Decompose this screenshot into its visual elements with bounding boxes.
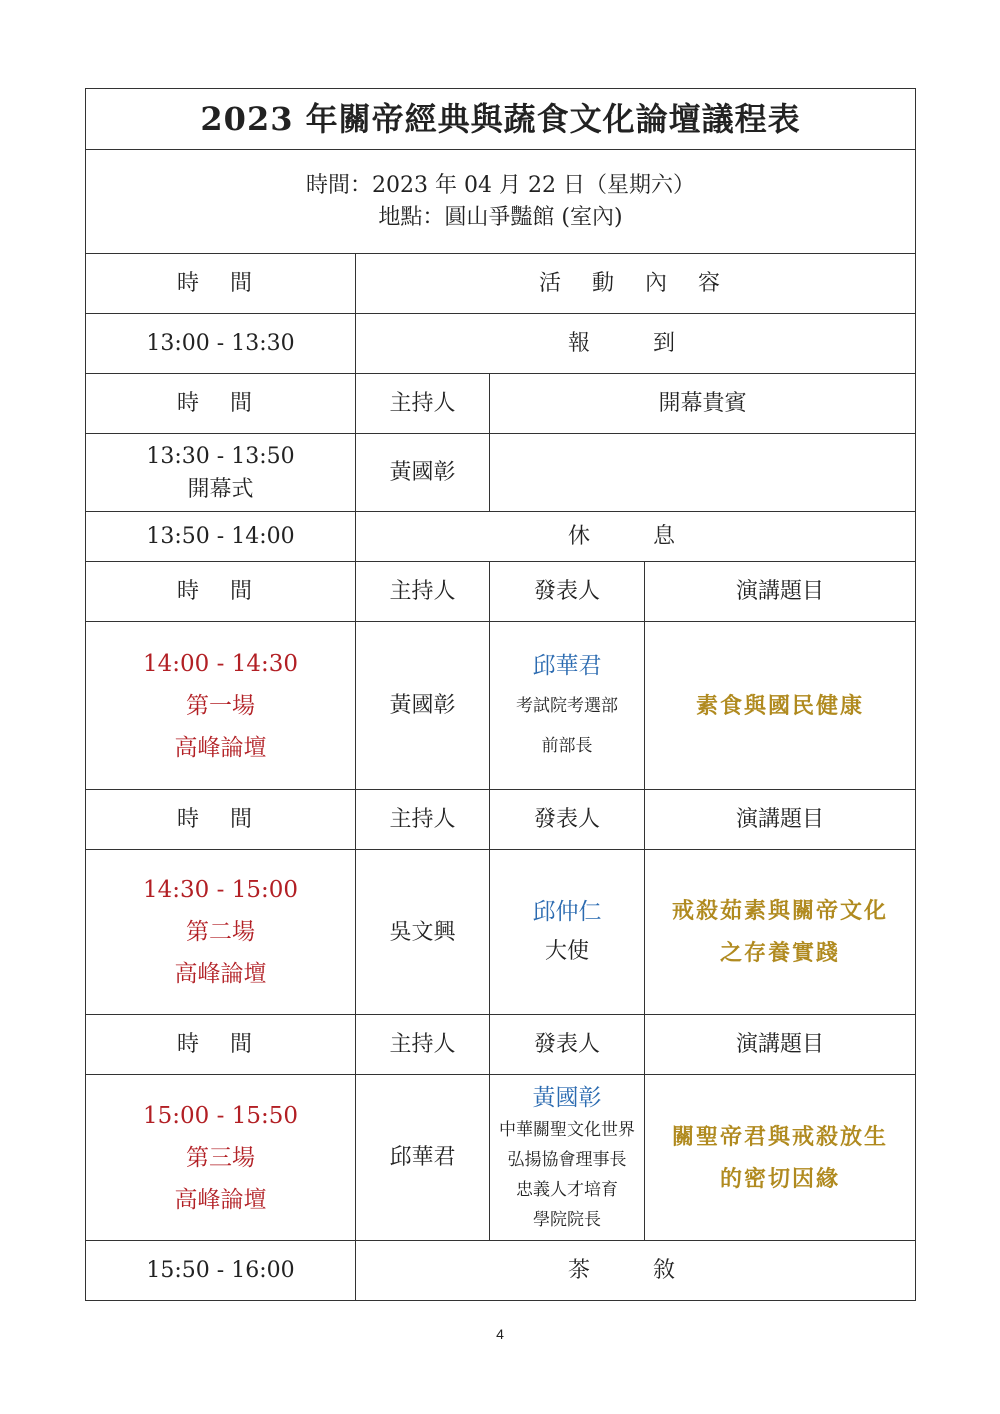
session-speaker-cell (490, 1075, 645, 1241)
session-host: 邱華君 (356, 1075, 490, 1241)
session-host: 吳文興 (356, 850, 490, 1015)
header-host: 主持人 (356, 790, 490, 850)
session-speaker-cell (490, 622, 645, 790)
opening-guests (490, 434, 916, 512)
header-activity: 活 動 內 容 (356, 254, 916, 314)
page-number: 4 (496, 1326, 504, 1342)
speaker-name: 黃國彰 (532, 1084, 602, 1111)
agenda-sheet (85, 88, 915, 1301)
speaker-title: 考試院考選部 (516, 695, 618, 716)
speaker-name: 邱仲仁 (532, 899, 602, 925)
session-host: 黃國彰 (356, 622, 490, 790)
speaker-title: 前部長 (541, 735, 593, 756)
checkin-label: 報 到 (356, 314, 916, 374)
header-host: 主持人 (356, 1015, 490, 1075)
tea-label: 茶 敘 (356, 1241, 916, 1301)
header-host: 主持人 (356, 562, 490, 622)
header-time: 時 間 (86, 790, 356, 850)
session-time: 15:00 - 15:50 (143, 1102, 298, 1129)
session-1-time-cell (86, 622, 356, 790)
session-time: 14:30 - 15:00 (143, 877, 298, 903)
header-time: 時 間 (86, 374, 356, 434)
header-guests: 開幕貴賓 (490, 374, 916, 434)
session-name: 第二場 (186, 919, 255, 945)
session-name: 第一場 (186, 692, 255, 719)
page-title: 2023 年關帝經典與蔬食文化論壇議程表 (86, 89, 916, 150)
session-speaker-cell (490, 850, 645, 1015)
speaker-name: 邱華君 (532, 652, 602, 679)
speaker-title: 忠義人才培育 (516, 1179, 618, 1200)
header-topic: 演講題目 (645, 1015, 916, 1075)
opening-host: 黃國彰 (356, 434, 490, 512)
session-topic-cell (645, 1075, 916, 1241)
header-speaker: 發表人 (490, 1015, 645, 1075)
header-time: 時 間 (86, 562, 356, 622)
session-type: 高峰論壇 (174, 1186, 267, 1213)
session-type: 高峰論壇 (174, 734, 267, 761)
session-topic-cell (645, 622, 916, 790)
checkin-time: 13:00 - 13:30 (86, 314, 356, 374)
session-3-time-cell (86, 1075, 356, 1241)
header-time: 時 間 (86, 1015, 356, 1075)
topic-line: 素食與國民健康 (696, 692, 865, 719)
speaker-title: 弘揚協會理事長 (507, 1149, 627, 1170)
event-place: 地點：圓山爭豔館 (室內) (378, 204, 623, 230)
opening-name: 開幕式 (187, 476, 254, 502)
break-time: 13:50 - 14:00 (86, 512, 356, 562)
opening-cell (86, 434, 356, 512)
header-speaker: 發表人 (490, 790, 645, 850)
speaker-title: 學院院長 (533, 1209, 601, 1230)
session-topic-cell (645, 850, 916, 1015)
topic-line: 戒殺茹素與關帝文化 (672, 898, 889, 924)
header-topic: 演講題目 (645, 562, 916, 622)
session-time: 14:00 - 14:30 (143, 650, 298, 677)
opening-time: 13:30 - 13:50 (146, 443, 295, 469)
header-speaker: 發表人 (490, 562, 645, 622)
event-info (86, 150, 916, 254)
break-label: 休 息 (356, 512, 916, 562)
session-type: 高峰論壇 (174, 961, 267, 987)
session-name: 第三場 (186, 1144, 255, 1171)
header-time: 時 間 (86, 254, 356, 314)
header-host: 主持人 (356, 374, 490, 434)
event-time: 時間：2023 年 04 月 22 日（星期六） (306, 172, 695, 198)
session-2-time-cell (86, 850, 356, 1015)
topic-line: 的密切因緣 (720, 1165, 841, 1192)
speaker-title: 大使 (544, 939, 589, 964)
speaker-title: 中華關聖文化世界 (499, 1119, 635, 1140)
topic-line: 之存養實踐 (720, 940, 841, 966)
tea-time: 15:50 - 16:00 (86, 1241, 356, 1301)
agenda-table (85, 88, 916, 1301)
header-topic: 演講題目 (645, 790, 916, 850)
topic-line: 關聖帝君與戒殺放生 (672, 1123, 889, 1150)
